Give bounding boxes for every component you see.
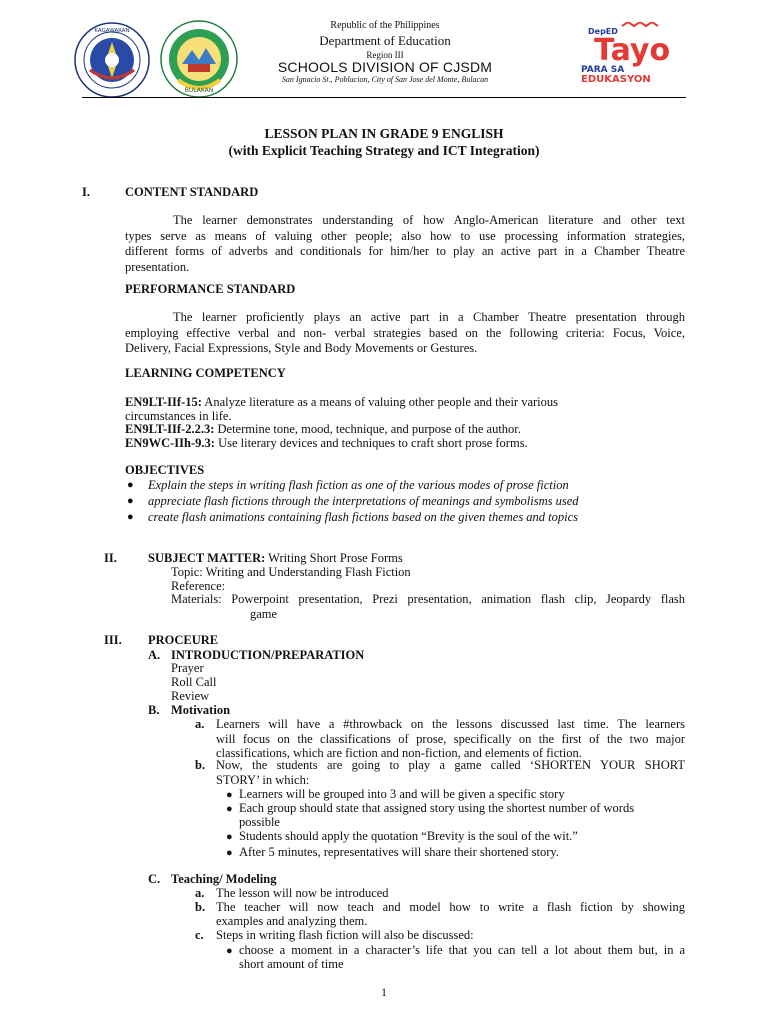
bullet-icon: ● (226, 803, 233, 815)
game-rule-item: Each group should state that assigned story using the shortest number of words (239, 801, 635, 815)
paragraph-line: The learner proficiently plays an active part in a Chamber Theatre presentation through (173, 310, 685, 324)
teaching-item-c: Steps in writing flash fiction will also be discussed: (216, 928, 474, 942)
competency-item (125, 422, 521, 437)
svg-text:DepED: DepED (588, 27, 618, 36)
region-text: Region III (366, 50, 404, 60)
svg-text:Tayo: Tayo (594, 33, 671, 68)
paragraph-line: presentation. (125, 259, 190, 274)
lesson-title: LESSON PLAN IN GRADE 9 ENGLISH (264, 126, 504, 141)
topic-text: Topic: Writing and Understanding Flash Fiction (171, 565, 411, 579)
learning-competency-heading: LEARNING COMPETENCY (125, 366, 286, 380)
section-3-numeral: III. (104, 633, 122, 647)
content-standard-heading: CONTENT STANDARD (125, 185, 259, 199)
competency-text: Analyze literature as a means of valuing other people and their various (201, 395, 558, 409)
bullet-icon: ● (226, 847, 233, 859)
teaching-item-b (216, 900, 685, 928)
paragraph-line: different forms of adverbs and conditionals for him/her to play an active part in a Chamber Theatre (125, 244, 685, 258)
teaching-modeling-heading: Teaching/ Modeling (171, 872, 277, 886)
paragraph-line: Delivery, Facial Expressions, Style and Body Movements or Gestures. (125, 341, 478, 355)
reference-text: Reference: (171, 579, 226, 593)
materials-line-2: game (250, 607, 278, 621)
item-b-label: b. (195, 900, 206, 914)
paragraph-line: short amount of time (239, 957, 344, 971)
objectives-heading: OBJECTIVES (125, 463, 205, 477)
paragraph-line: choose a moment in a character’s life that you can tell a lot about them but, in a (239, 943, 685, 957)
paragraph-line: types serve as means of valuing other people; also how to use processing information strategies, (125, 228, 685, 243)
republic-text: Republic of the Philippines (330, 20, 440, 31)
page-number: 1 (381, 985, 387, 999)
header-rule (82, 97, 686, 98)
paragraph-line: The teacher will now teach and model how to write a flash fiction by showing (216, 900, 685, 914)
subject-matter-value: Writing Short Prose Forms (265, 551, 403, 565)
competency-text: Determine tone, mood, technique, and purpose of the author. (214, 422, 521, 436)
paragraph-line: STORY’ in which: (216, 772, 310, 787)
competency-item (125, 436, 528, 451)
objective-item: Explain the steps in writing flash fiction as one of the various modes of prose fiction (148, 478, 569, 492)
paragraph-line: employing effective verbal and non- verbal strategies based on the following criteria: Focus, Voice, (125, 325, 685, 340)
competency-text: Use literary devices and techniques to craft short prose forms. (214, 436, 528, 450)
section-2-numeral: II. (104, 551, 117, 565)
materials-line: Materials: Powerpoint presentation, Prezi presentation, animation flash clip, Jeopardy flash (171, 592, 685, 606)
bullet-icon: ● (127, 511, 134, 523)
competency-code: EN9WC-IIh-9.3: (125, 436, 215, 450)
competency-text: circumstances in life. (125, 409, 232, 423)
svg-text:BULAKAN: BULAKAN (184, 87, 214, 94)
flash-step-item (239, 943, 685, 971)
sub-c-label: C. (148, 872, 161, 886)
item-a-label: a. (195, 717, 205, 731)
deped-tayo-logo (578, 22, 690, 84)
game-rule-item: Students should apply the quotation “Brevity is the soul of the wit.” (239, 829, 578, 843)
game-rule-item: After 5 minutes, representatives will share their shortened story. (239, 845, 559, 859)
teaching-item-a: The lesson will now be introduced (216, 886, 389, 900)
subject-matter (148, 551, 403, 566)
bullet-icon: ● (226, 831, 233, 843)
sub-a-label: A. (148, 648, 161, 662)
bullet-icon: ● (127, 479, 134, 491)
game-rule-item: Learners will be grouped into 3 and will be given a specific story (239, 787, 565, 801)
objective-item: appreciate flash fictions through the interpretations of meanings and symbolisms used (148, 494, 579, 508)
competency-code: EN9LT-IIf-2.2.3: (125, 422, 215, 436)
division-text: SCHOOLS DIVISION OF CJSDM (277, 59, 493, 75)
item-a-label: a. (195, 886, 205, 900)
content-standard-paragraph (125, 213, 685, 275)
item-c-label: c. (195, 928, 204, 942)
svg-text:EDUKASYON: EDUKASYON (581, 74, 651, 84)
svg-text:KAGAWARAN: KAGAWARAN (94, 28, 130, 34)
section-1-numeral: I. (82, 185, 90, 199)
bullet-icon: ● (226, 945, 233, 957)
paragraph-line: examples and analyzing them. (216, 914, 368, 928)
introduction-heading: INTRODUCTION/PREPARATION (171, 648, 365, 662)
objective-item: create flash animations containing flash fictions based on the given themes and topics (148, 510, 579, 524)
lesson-subtitle: (with Explicit Teaching Strategy and ICT Integration) (228, 143, 540, 158)
sub-b-label: B. (148, 703, 160, 717)
game-rule-item-cont: possible (239, 815, 280, 829)
paragraph-line: classifications, which are fiction and non-fiction, and elements of fiction. (216, 746, 582, 760)
procedure-item: Review (171, 689, 210, 703)
paragraph-line: The learner demonstrates understanding of how Anglo-American literature and other text (173, 213, 685, 227)
motivation-item-b (216, 758, 685, 787)
bullet-icon: ● (226, 789, 233, 801)
subject-matter-label: SUBJECT MATTER: (148, 551, 266, 565)
performance-standard-paragraph (125, 310, 685, 357)
item-b-label: b. (195, 758, 206, 772)
deped-seal-logo (74, 22, 150, 98)
performance-standard-heading: PERFORMANCE STANDARD (125, 282, 296, 296)
city-seal-logo (160, 20, 238, 98)
procedure-item: Prayer (171, 661, 204, 675)
svg-text:PARA SA: PARA SA (581, 65, 625, 75)
competency-code: EN9LT-IIf-15: (125, 395, 202, 409)
paragraph-line: will focus on the classifications of prose, specifically on the first of the two major (216, 731, 685, 746)
motivation-heading: Motivation (171, 703, 231, 717)
procedure-heading: PROCEURE (148, 633, 219, 647)
paragraph-line: Now, the students are going to play a game called ‘SHORTEN YOUR SHORT (216, 758, 685, 772)
address-text: San Ignacio St., Poblacion, City of San Jose del Monte, Bulacan (281, 75, 489, 84)
materials-text (171, 592, 685, 608)
procedure-item: Roll Call (171, 675, 217, 689)
department-text: Department of Education (319, 33, 451, 48)
paragraph-line: Learners will have a #throwback on the lessons discussed last time. The learners (216, 717, 685, 731)
competency-item (125, 395, 558, 410)
motivation-item-a (216, 717, 685, 761)
bullet-icon: ● (127, 495, 134, 507)
